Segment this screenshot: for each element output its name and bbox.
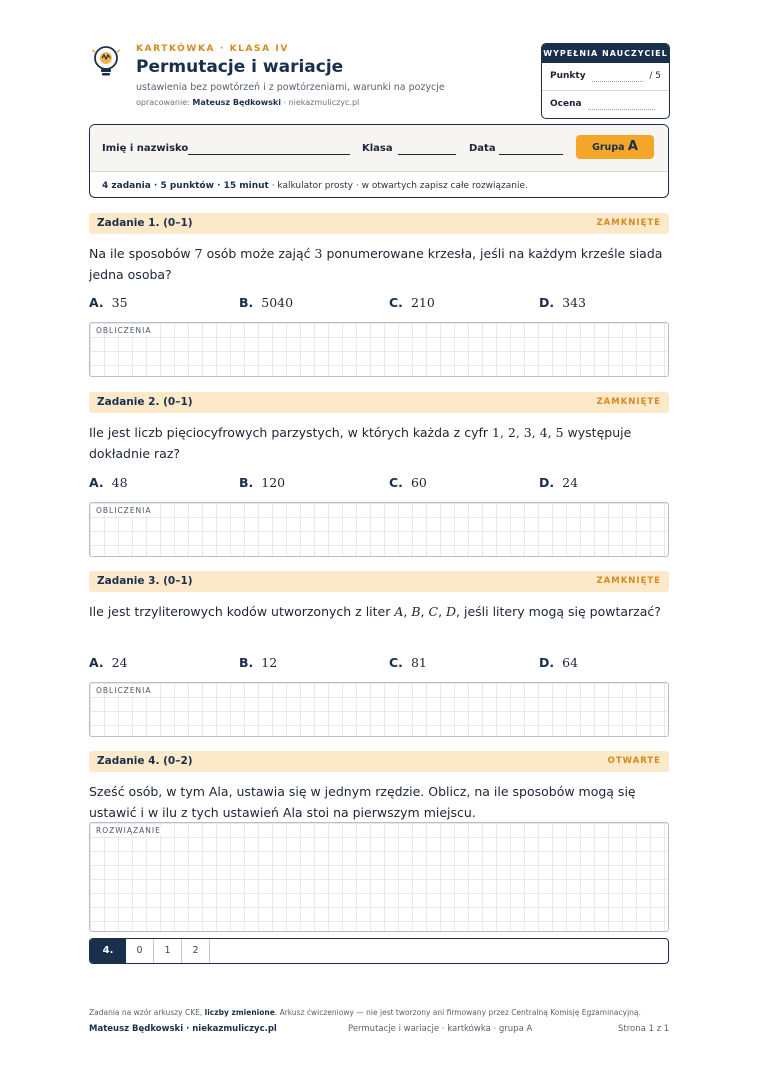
footer-note: Zadania na wzór arkuszy CKE, liczby zmienione. Arkusz ćwiczeniowy — nie jest tworzony ani firmowany przez Centralną Komisję Egzaminacyjną. (89, 1008, 641, 1017)
date-field[interactable] (499, 154, 563, 155)
task-1-option-d[interactable]: D. 343 (539, 295, 586, 310)
group-badge (576, 135, 654, 159)
test-info (90, 171, 668, 198)
task-1-work-area[interactable] (89, 322, 669, 377)
name-field[interactable] (188, 154, 350, 155)
task-title: Zadanie 2. (0–1) (97, 396, 193, 408)
task-2-option-d[interactable]: D. 24 (539, 475, 579, 490)
task-2-option-b[interactable]: B. 120 (239, 475, 286, 490)
task-2-option-c[interactable]: C. 60 (389, 475, 427, 490)
test-info-rest: · kalkulator prosty · w otwartych zapisz całe rozwiązanie. (268, 181, 528, 191)
task-3-work-area[interactable] (89, 682, 669, 737)
footer-center: Permutacje i wariacje · kartkówka · grupa A (348, 1024, 533, 1034)
teacher-box-title: WYPEŁNIA NAUCZYCIEL (542, 44, 669, 63)
class-field[interactable] (398, 154, 456, 155)
name-label: Imię i nazwisko (102, 143, 189, 154)
grade-label: Ocena (550, 99, 582, 109)
task-kind: ZAMKNIĘTE (596, 397, 661, 407)
points-field[interactable] (592, 71, 644, 82)
task-2-work-area[interactable] (89, 502, 669, 557)
task-4-score-row (89, 938, 669, 964)
task-3-header (89, 571, 669, 592)
points-row (542, 63, 669, 91)
site-name: · niekazmuliczyc.pl (283, 98, 360, 107)
grade-row (542, 91, 669, 118)
group-label: Grupa (592, 142, 625, 153)
score-task-number: 4. (90, 939, 126, 963)
test-info-bold: 4 zadania · 5 punktów · 15 minut (102, 181, 269, 191)
task-2-option-a[interactable]: A. 48 (89, 475, 128, 490)
task-2-header (89, 392, 669, 413)
student-fields (90, 125, 668, 171)
group-value: A (627, 139, 638, 154)
lightbulb-logo-icon (90, 44, 122, 78)
solution-area-label: ROZWIĄZANIE (96, 826, 164, 835)
task-title: Zadanie 1. (0–1) (97, 217, 193, 229)
points-max: / 5 (649, 71, 661, 81)
footer-author: Mateusz Będkowski · niekazmuliczyc.pl (89, 1024, 277, 1034)
worksheet-kicker: KARTKÓWKA · KLASA IV (136, 44, 289, 54)
score-cell-2[interactable]: 2 (182, 939, 210, 963)
task-4-question: Sześć osób, w tym Ala, ustawia się w jednym rzędzie. Oblicz, na ile sposobów mogą się ustawić i w ilu z tych ustawień Ala stoi na pierwszym miejscu. (89, 784, 636, 820)
task-1-question: Na ile sposobów 7 osób może zająć 3 ponumerowane krzesła, jeśli na każdym krześle siada jedna osoba? (89, 246, 663, 282)
task-1-option-c[interactable]: C. 210 (389, 295, 435, 310)
task-3-option-c[interactable]: C. 81 (389, 655, 427, 670)
task-3-option-a[interactable]: A. 24 (89, 655, 128, 670)
byline (136, 98, 359, 107)
score-cell-0[interactable]: 0 (126, 939, 154, 963)
author-name: Mateusz Będkowski (192, 98, 281, 107)
points-label: Punkty (550, 71, 586, 81)
task-2-question: Ile jest liczb pięciocyfrowych parzystych, w których każda z cyfr 1, 2, 3, 4, 5 występuje dokładnie raz? (89, 425, 632, 461)
class-label: Klasa (362, 143, 393, 154)
task-1-option-a[interactable]: A. 35 (89, 295, 128, 310)
task-4-solution-area[interactable] (89, 822, 669, 932)
task-4-header (89, 751, 669, 772)
page-subtitle: ustawienia bez powtórzeń i z powtórzeniami, warunki na pozycje (136, 82, 445, 93)
byline-prefix: opracowanie: (136, 98, 190, 107)
teacher-box (541, 43, 670, 119)
task-3-option-d[interactable]: D. 64 (539, 655, 579, 670)
task-1-header (89, 213, 669, 234)
task-kind: ZAMKNIĘTE (596, 218, 661, 228)
page-title: Permutacje i wariacje (136, 57, 344, 77)
score-cell-1[interactable]: 1 (154, 939, 182, 963)
task-3-question: Ile jest trzyliterowych kodów utworzonych z liter A, B, C, D, jeśli litery mogą się powtarzać? (89, 604, 661, 619)
task-kind: ZAMKNIĘTE (596, 576, 661, 586)
task-3-option-b[interactable]: B. 12 (239, 655, 278, 670)
task-title: Zadanie 3. (0–1) (97, 575, 193, 587)
task-kind: OTWARTE (607, 756, 661, 766)
date-label: Data (469, 143, 496, 154)
task-title: Zadanie 4. (0–2) (97, 755, 193, 767)
student-box (89, 124, 669, 198)
grade-field[interactable] (588, 99, 655, 110)
task-1-option-b[interactable]: B. 5040 (239, 295, 294, 310)
work-area-label: OBLICZENIA (96, 686, 155, 695)
footer-page-number: Strona 1 z 1 (618, 1024, 670, 1034)
work-area-label: OBLICZENIA (96, 326, 155, 335)
work-area-label: OBLICZENIA (96, 506, 155, 515)
